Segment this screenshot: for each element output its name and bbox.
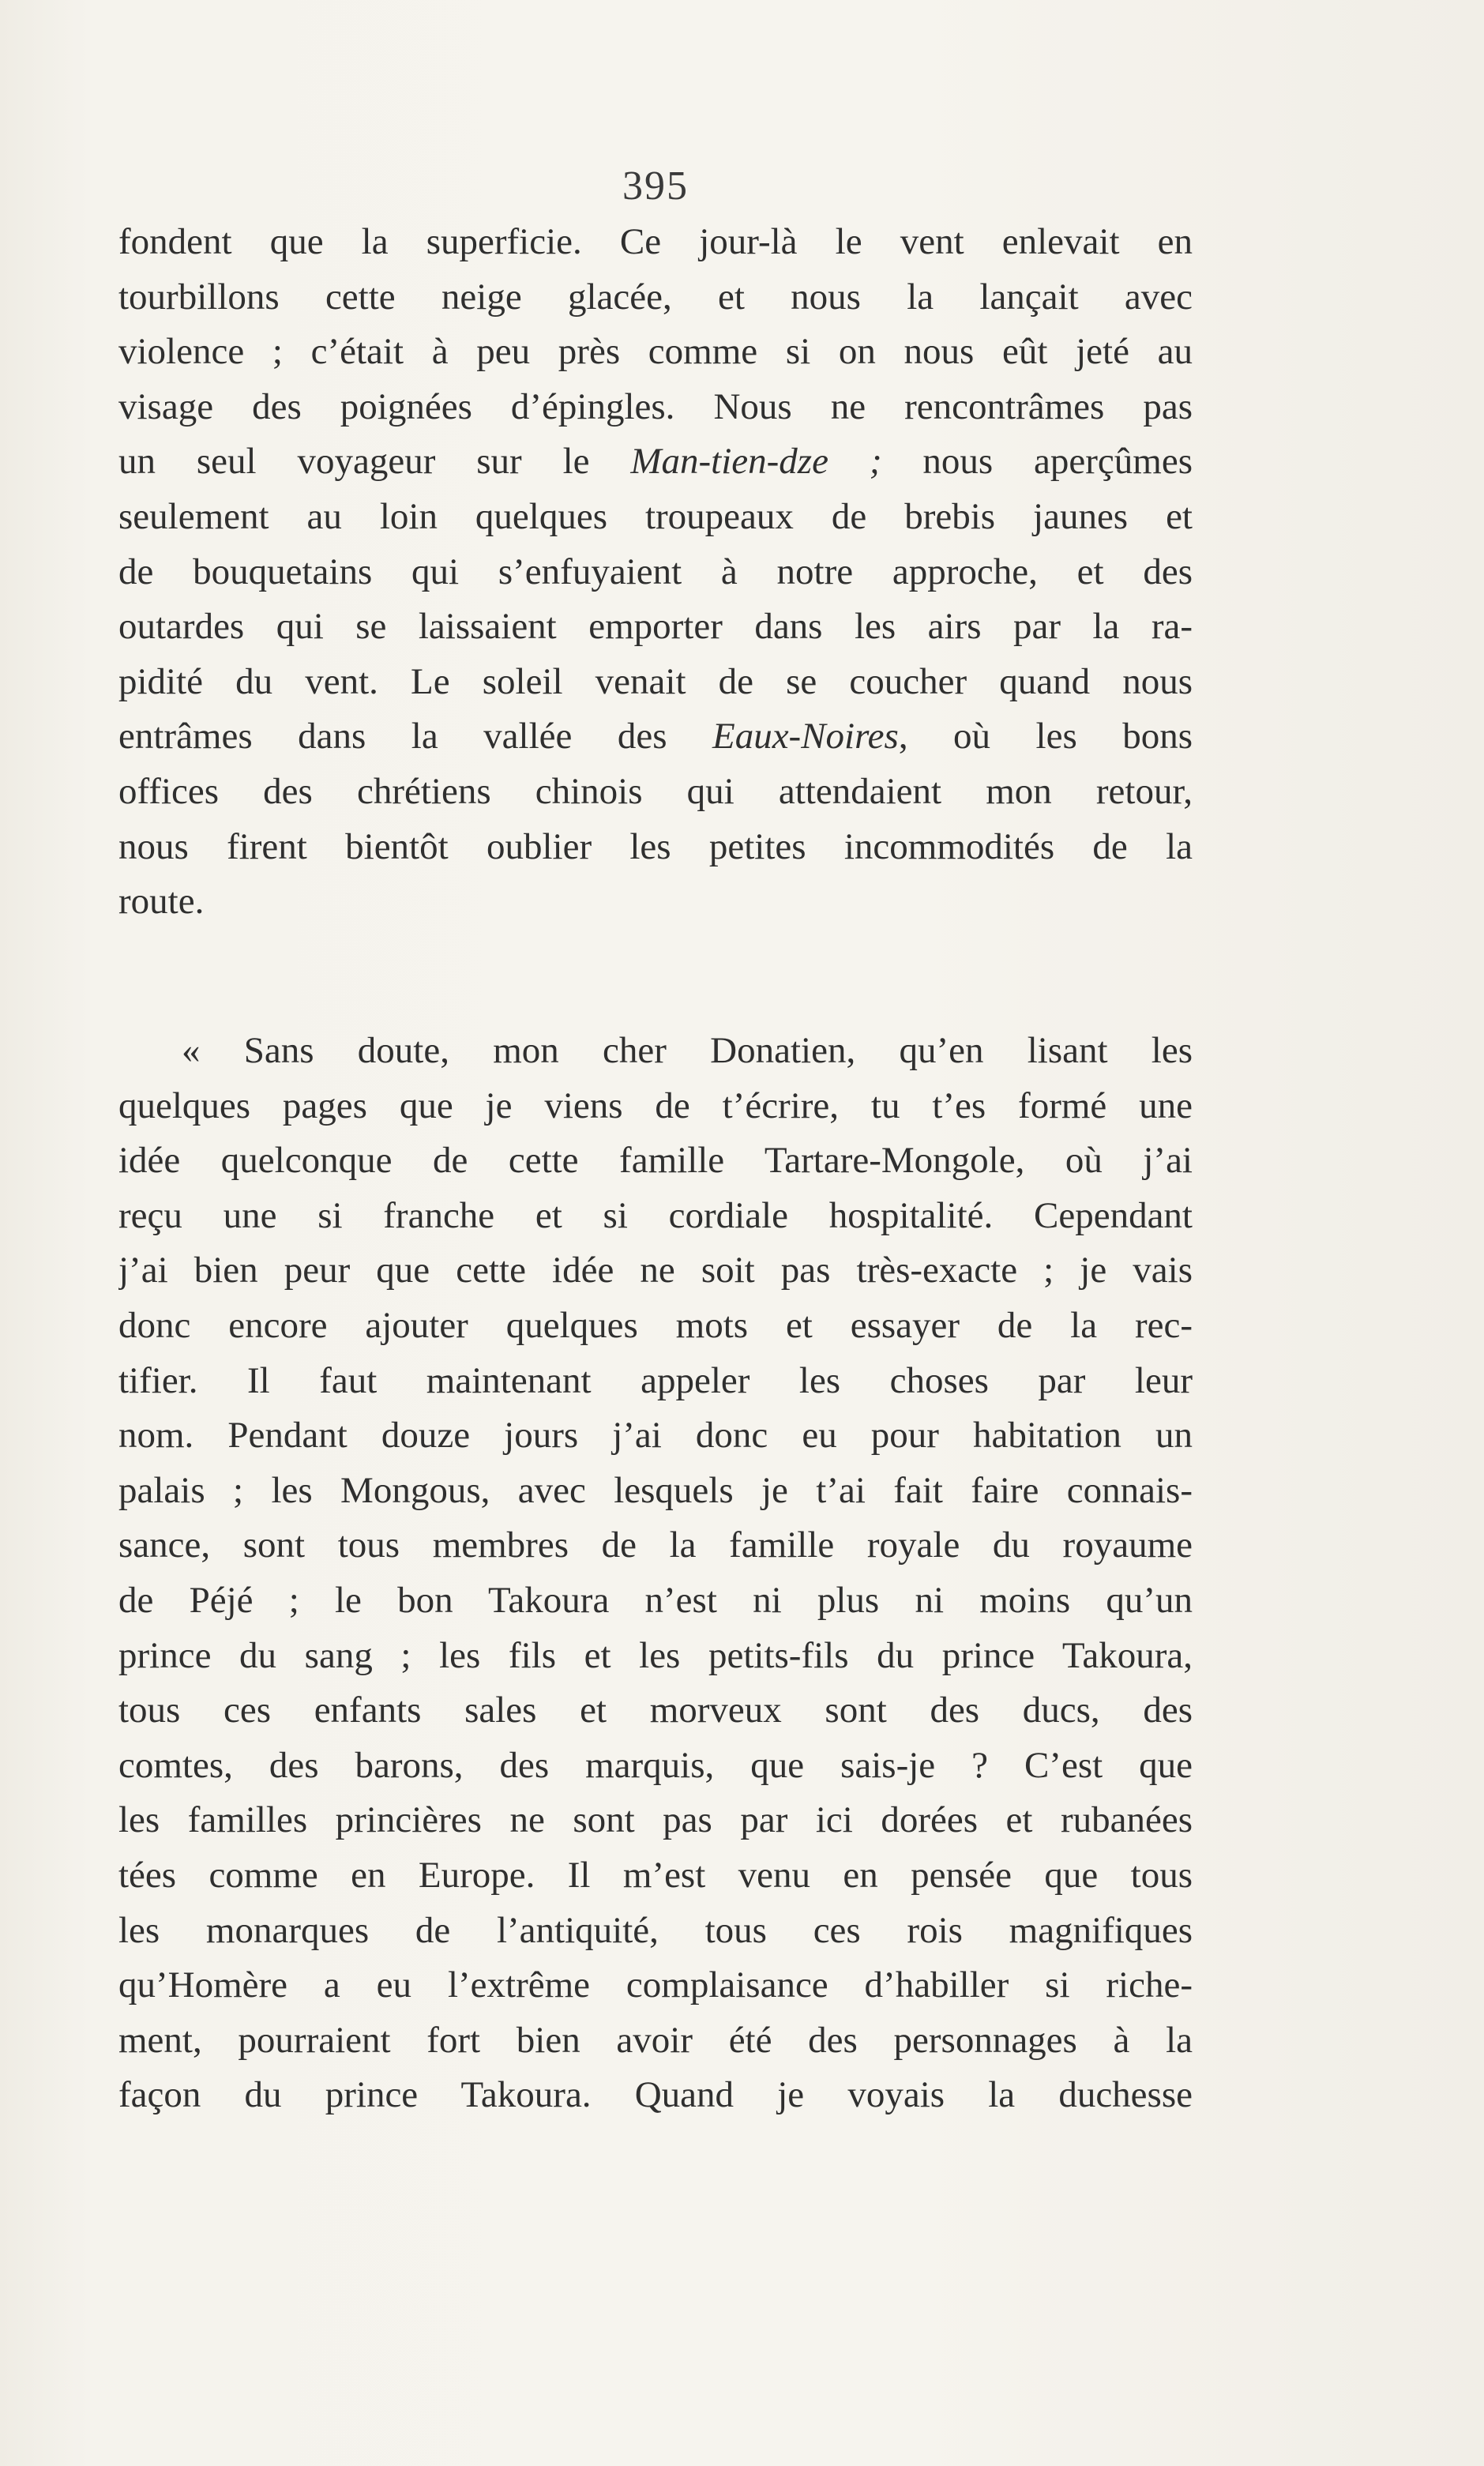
text-line: nous firent bientôt oublier les petites incommodités de la — [118, 825, 1193, 867]
text-line: reçu une si franche et si cordiale hospitalité. Cependant — [118, 1194, 1193, 1236]
text-line: quelques pages que je viens de t’écrire, tu t’es formé une — [118, 1085, 1193, 1126]
text-line — [118, 709, 1193, 765]
text-line: sance, sont tous membres de la famille royale du royaume — [118, 1524, 1193, 1566]
text-line: de bouquetains qui s’enfuyaient à notre approche, et des — [118, 551, 1193, 592]
text-line: « Sans doute, mon cher Donatien, qu’en lisant les — [182, 1030, 1193, 1071]
text-line: prince du sang ; les fils et les petits-fils du prince Takoura, — [118, 1634, 1193, 1676]
text-line: pidité du vent. Le soleil venait de se coucher quand nous — [118, 660, 1193, 702]
text-line: donc encore ajouter quelques mots et essayer de la rec- — [118, 1304, 1193, 1346]
text-line: tourbillons cette neige glacée, et nous la lançait avec — [118, 276, 1193, 318]
text-line: façon du prince Takoura. Quand je voyais la duchesse — [118, 2074, 1193, 2116]
text-segment: , où les bons — [898, 716, 1193, 757]
text-line: qu’Homère a eu l’extrême complaisance d’habiller si riche- — [118, 1964, 1193, 2006]
text-line: les monarques de l’antiquité, tous ces rois magnifiques — [118, 1909, 1193, 1951]
page-number: 395 — [622, 164, 689, 209]
text-line: les familles princières ne sont pas par ici dorées et rubanées — [118, 1799, 1193, 1841]
text-line: tous ces enfants sales et morveux sont des ducs, des — [118, 1690, 1193, 1731]
text-line: de Péjé ; le bon Takoura n’est ni plus ni moins qu’un — [118, 1579, 1193, 1621]
italic-place-name: Eaux-Noires — [712, 716, 899, 757]
text-line: nom. Pendant douze jours j’ai donc eu pour habitation un — [118, 1415, 1193, 1457]
text-line: visage des poignées d’épingles. Nous ne rencontrâmes pas — [118, 385, 1193, 427]
text-line: comtes, des barons, des marquis, que sais-je ? C’est que — [118, 1744, 1193, 1786]
text-line: seulement au loin quelques troupeaux de brebis jaunes et — [118, 495, 1193, 537]
text-line: j’ai bien peur que cette idée ne soit pas très-exacte ; je vais — [118, 1250, 1193, 1291]
text-line: idée quelconque de cette famille Tartare-Mongole, où j’ai — [118, 1140, 1193, 1182]
text-line: offices des chrétiens chinois qui attendaient mon retour, — [118, 770, 1193, 812]
text-line: outardes qui se laissaient emporter dans les airs par la ra- — [118, 606, 1193, 648]
paragraph-2 — [118, 1024, 1193, 2123]
text-segment: un seul voyageur sur le — [118, 441, 631, 483]
text-line: ment, pourraient fort bien avoir été des personnages à la — [118, 2019, 1193, 2061]
text-line: fondent que la superficie. Ce jour-là le vent enlevait en — [118, 221, 1193, 262]
text-line — [118, 434, 1193, 490]
text-line: palais ; les Mongous, avec lesquels je t’ai fait faire connais- — [118, 1469, 1193, 1511]
italic-place-name: Man-tien-dze ; — [630, 441, 882, 483]
text-line: tifier. Il faut maintenant appeler les choses par leur — [118, 1359, 1193, 1401]
text-segment: nous aperçûmes — [881, 441, 1193, 483]
text-line: route. — [118, 881, 205, 923]
text-line: violence ; c’était à peu près comme si on nous eût jeté au — [118, 331, 1193, 373]
paragraph-1 — [118, 215, 1193, 930]
text-segment: entrâmes dans la vallée des — [118, 716, 712, 757]
text-line: tées comme en Europe. Il m’est venu en pensée que tous — [118, 1854, 1193, 1896]
